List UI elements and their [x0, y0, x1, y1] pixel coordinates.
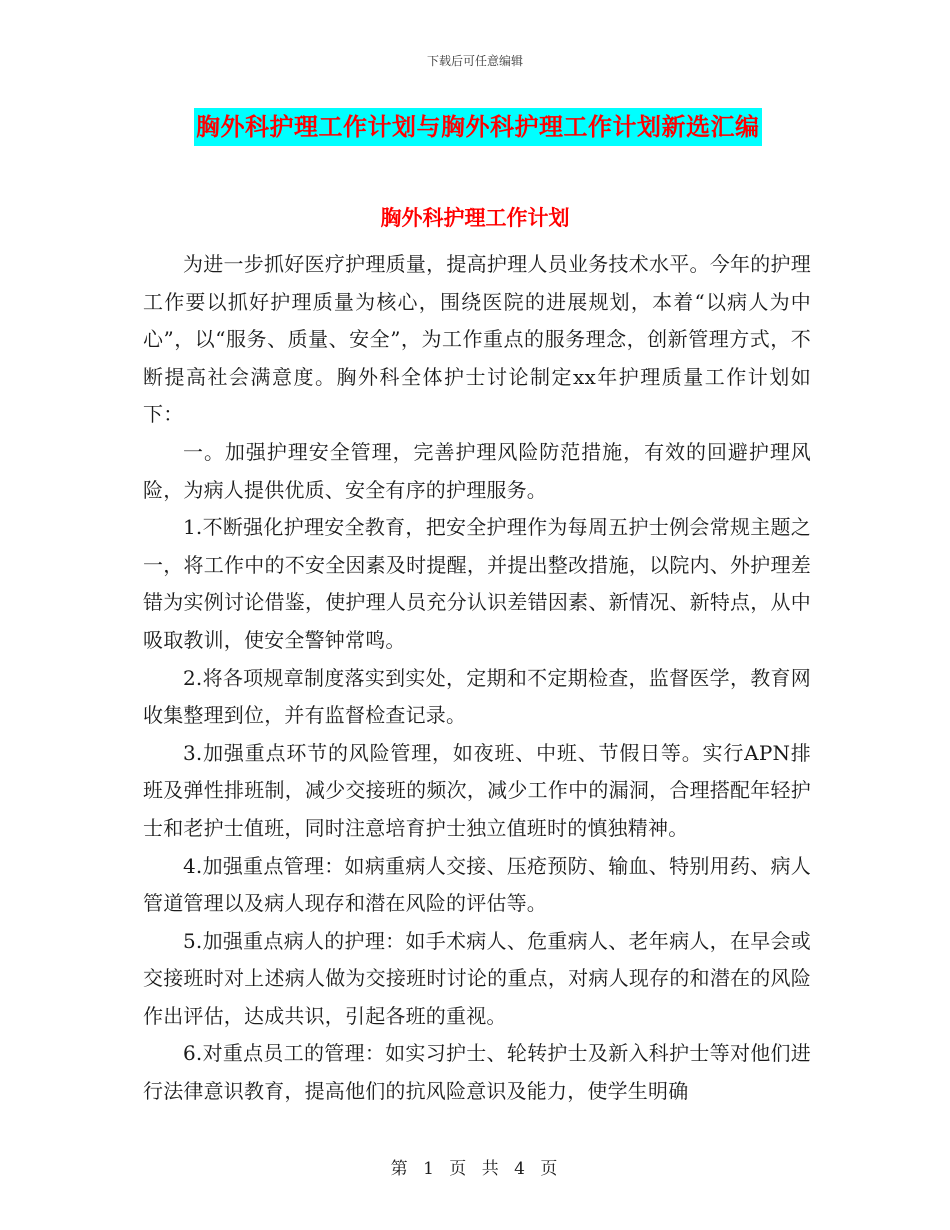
paragraph-item-2: 2.将各项规章制度落实到实处，定期和不定期检查，监督医学，教育网收集整理到位，并有监督检查记录。	[143, 665, 811, 728]
page-number-footer: 第 1 页 共 4 页	[390, 1159, 560, 1179]
section-title: 胸外科护理工作计划	[380, 205, 570, 230]
paragraph-section-one: 一。加强护理安全管理，完善护理风险防范措施，有效的回避护理风险，为病人提供优质、安全有序的护理服务。	[143, 439, 811, 502]
paragraph-item-5: 5.加强重点病人的护理：如手术病人、危重病人、老年病人，在早会或交接班时对上述病人做为交接班时讨论的重点，对病人现存的和潜在的风险作出评估，达成共识，引起各班的重视。	[143, 928, 811, 1028]
paragraph-item-6: 6.对重点员工的管理：如实习护士、轮转护士及新入科护士等对他们进行法律意识教育，提高他们的抗风险意识及能力，使学生明确	[143, 1041, 811, 1104]
paragraph-item-4: 4.加强重点管理：如病重病人交接、压疮预防、输血、特别用药、病人管道管理以及病人现存和潜在风险的评估等。	[143, 853, 811, 916]
paragraph-item-1: 1.不断强化护理安全教育，把安全护理作为每周五护士例会常规主题之一，将工作中的不安全因素及时提醒，并提出整改措施，以院内、外护理差错为实例讨论借鉴，使护理人员充分认识差错因素、新情况、新特点，从中吸取教训，使安全警钟常鸣。	[143, 515, 811, 652]
document-main-title: 胸外科护理工作计划与胸外科护理工作计划新选汇编	[194, 108, 762, 146]
page-header-note: 下载后可任意编辑	[426, 54, 523, 68]
paragraph-item-3: 3.加强重点环节的风险管理，如夜班、中班、节假日等。实行APN排班及弹性排班制，减少交接班的频次，减少工作中的漏洞，合理搭配年轻护士和老护士值班，同时注意培育护士独立值班时的慎独精神。	[143, 740, 811, 840]
document-body	[143, 246, 811, 1111]
paragraph-intro: 为进一步抓好医疗护理质量，提高护理人员业务技术水平。今年的护理工作要以抓好护理质量为核心，围绕医院的进展规划，本着“以病人为中心”，以“服务、质量、安全”，为工作重点的服务理念，创新管理方式，不断提高社会满意度。胸外科全体护士讨论制定xx年护理质量工作计划如下：	[143, 252, 811, 427]
